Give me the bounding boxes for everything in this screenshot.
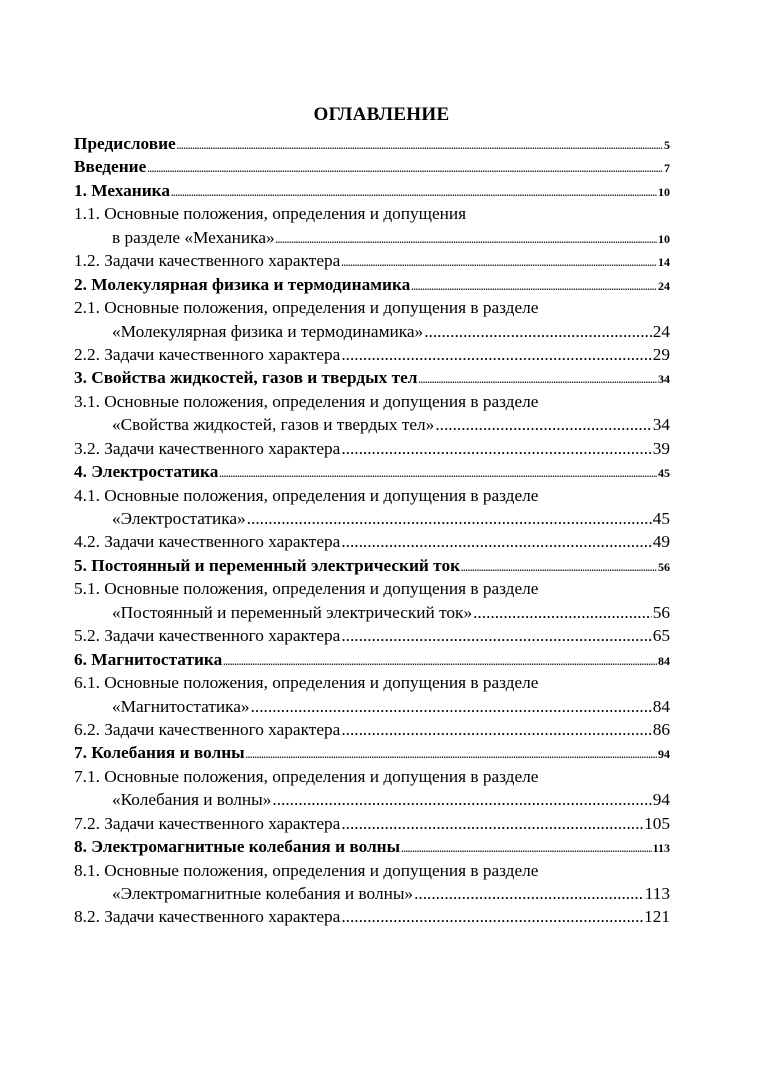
dot-leader: [147, 158, 663, 181]
toc-entry-title: Введение: [74, 157, 147, 177]
toc-entry-title: 3.2. Задачи качественного характера: [74, 438, 341, 458]
toc-entry-title: 4.1. Основные положения, определения и допущения в разделе: [74, 485, 539, 505]
toc-entry-title: «Постоянный и переменный электрический ток»: [112, 602, 473, 622]
toc-entry-title: 1.2. Задачи качественного характера: [74, 251, 341, 271]
toc-entry[interactable]: [74, 273, 670, 296]
toc-entry[interactable]: [74, 812, 670, 835]
toc-entry-title: 8.1. Основные положения, определения и допущения в разделе: [74, 860, 539, 880]
toc-entry[interactable]: [74, 741, 670, 764]
toc-entry-title: 3. Свойства жидкостей, газов и твердых тел: [74, 368, 418, 388]
toc-entry[interactable]: [74, 905, 670, 928]
toc-page-number: 29: [652, 344, 670, 364]
toc-entry[interactable]: [74, 601, 670, 624]
toc-page-number: 84: [652, 696, 670, 716]
toc-entry-title: «Электростатика»: [112, 509, 246, 528]
toc-entry[interactable]: [74, 296, 670, 319]
dot-leader: [424, 320, 652, 343]
toc-entry-title: 2.1. Основные положения, определения и допущения в разделе: [74, 298, 539, 318]
toc-page-number: 56: [652, 602, 670, 622]
toc-entry[interactable]: [74, 718, 670, 741]
toc-entry-title: «Свойства жидкостей, газов и твердых тел»: [112, 415, 435, 435]
toc-entry-title: «Электромагнитные колебания и волны»: [112, 884, 414, 903]
toc-entry-title: в разделе «Механика»: [112, 227, 275, 247]
toc-entry[interactable]: [74, 320, 670, 343]
toc-page-number: 24: [652, 321, 670, 341]
toc-entry-title: 5.1. Основные положения, определения и допущения в разделе: [74, 579, 539, 599]
toc-entry[interactable]: [74, 155, 670, 178]
dot-leader: [272, 788, 651, 811]
toc-entry[interactable]: [74, 577, 670, 600]
toc-entry[interactable]: [74, 249, 670, 272]
toc-page-number: 121: [644, 907, 670, 927]
dot-leader: [341, 624, 651, 647]
dot-leader: [473, 601, 652, 624]
dot-leader: [177, 135, 663, 158]
toc-entry-title: 6.1. Основные положения, определения и допущения в разделе: [74, 673, 539, 693]
toc-entry[interactable]: [74, 882, 670, 905]
toc-page-number: 84: [658, 653, 670, 668]
toc-page-number: 7: [664, 161, 670, 176]
toc-entry-title: 7. Колебания и волны: [74, 743, 245, 763]
toc-entry-title: 4.2. Задачи качественного характера: [74, 532, 341, 552]
toc-page-number: 34: [652, 415, 670, 435]
toc-entry-title: 5. Постоянный и переменный электрический ток: [74, 555, 461, 575]
toc-entry[interactable]: [74, 413, 670, 436]
toc-entry[interactable]: [74, 484, 670, 507]
toc-entry[interactable]: [74, 624, 670, 647]
toc-page-number: 45: [652, 509, 670, 528]
toc-page-number: 5: [664, 138, 670, 152]
toc-entry[interactable]: [74, 226, 670, 249]
toc-entry-title: 1.1. Основные положения, определения и допущения: [74, 204, 467, 224]
dot-leader: [341, 530, 651, 553]
dot-leader: [341, 437, 651, 460]
toc-entry-title: 2. Молекулярная физика и термодинамика: [74, 274, 411, 294]
toc-entry-title: «Колебания и волны»: [112, 790, 272, 810]
toc-page-number: 94: [652, 790, 670, 810]
toc-entry-title: 5.2. Задачи качественного характера: [74, 626, 341, 646]
toc-page-number: 113: [652, 841, 670, 856]
toc-page-number: 24: [658, 278, 670, 293]
page-title: ОГЛАВЛЕНИЕ: [313, 104, 450, 125]
toc-entry[interactable]: [74, 507, 670, 530]
toc-page-number: 39: [652, 438, 670, 458]
dot-leader: [341, 718, 651, 741]
toc-entry[interactable]: [74, 179, 670, 202]
toc-entry[interactable]: [74, 835, 670, 858]
toc-page-number: 34: [658, 372, 670, 387]
toc-page-number: 105: [644, 813, 670, 833]
dot-leader: [341, 905, 643, 928]
toc-entry[interactable]: [74, 366, 670, 389]
toc-entry[interactable]: [74, 202, 670, 225]
toc-page-number: 45: [658, 466, 670, 481]
toc-entry[interactable]: [74, 343, 670, 366]
dot-leader: [247, 507, 652, 530]
toc-entry[interactable]: [74, 132, 670, 155]
toc-entry[interactable]: [74, 437, 670, 460]
dot-leader: [251, 695, 652, 718]
toc-entry-title: 1. Механика: [74, 180, 170, 200]
toc-entry[interactable]: [74, 671, 670, 694]
toc-entry[interactable]: [74, 554, 670, 577]
toc-entry-title: 4. Электростатика: [74, 462, 219, 482]
toc-entry-title: 8. Электромагнитные колебания и волны: [74, 837, 401, 857]
toc-entry-title: 6. Магнитостатика: [74, 649, 223, 669]
toc-entry[interactable]: [74, 695, 670, 718]
toc-entry-title: «Молекулярная физика и термодинамика»: [112, 321, 424, 341]
toc-entry[interactable]: [74, 460, 670, 483]
toc-entry-title: 8.2. Задачи качественного характера: [74, 907, 341, 927]
toc-page-number: 86: [652, 719, 670, 739]
toc-page-number: 56: [658, 559, 670, 574]
dot-leader: [435, 413, 651, 436]
toc-page-number: 94: [658, 747, 670, 762]
dot-leader: [341, 812, 643, 835]
toc-entry-title: 2.2. Задачи качественного характера: [74, 344, 341, 364]
toc-page-number: 10: [658, 184, 670, 199]
toc-entry[interactable]: [74, 765, 670, 788]
toc-entry-title: 3.1. Основные положения, определения и допущения в разделе: [74, 391, 539, 411]
toc-page-number: 49: [652, 532, 670, 552]
table-of-contents: [74, 132, 670, 929]
toc-entry-title: 6.2. Задачи качественного характера: [74, 719, 341, 739]
dot-leader: [414, 882, 644, 905]
toc-entry-title: 7.1. Основные положения, определения и допущения в разделе: [74, 766, 539, 786]
toc-page-number: 65: [652, 626, 670, 646]
toc-page-number: 14: [658, 255, 670, 270]
toc-entry[interactable]: [74, 648, 670, 671]
toc-entry[interactable]: [74, 788, 670, 811]
toc-entry-title: «Магнитостатика»: [112, 696, 250, 716]
toc-entry-title: 7.2. Задачи качественного характера: [74, 813, 341, 833]
toc-entry[interactable]: [74, 390, 670, 413]
toc-page-number: 113: [644, 884, 670, 903]
toc-entry-title: Предисловие: [74, 134, 176, 153]
toc-page-number: 10: [658, 231, 670, 246]
toc-entry[interactable]: [74, 530, 670, 553]
toc-entry[interactable]: [74, 859, 670, 882]
dot-leader: [341, 343, 651, 366]
